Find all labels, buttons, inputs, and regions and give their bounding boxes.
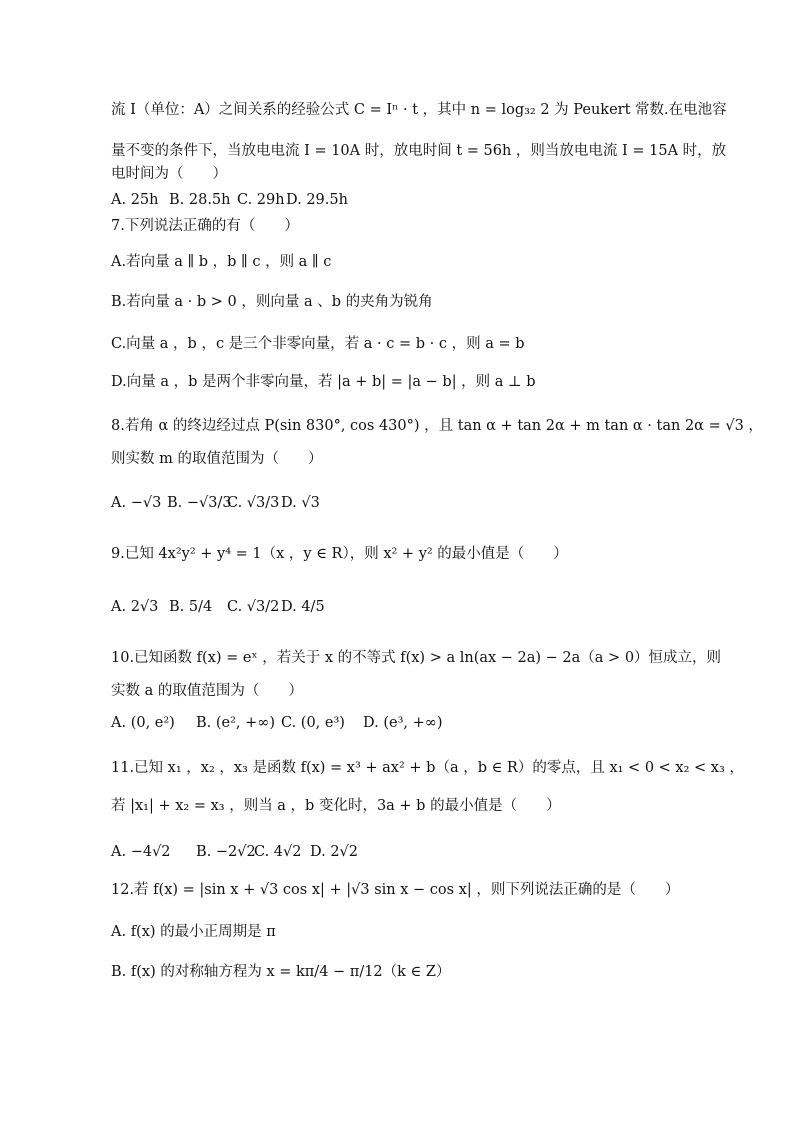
q7-option-d: D.向量 a ，b 是两个非零向量，若 |a + b| = |a − b| ，则 a ⊥ b: [111, 374, 536, 390]
q6-option-d: D. 29.5h: [286, 192, 348, 208]
q8-option-c: C. √3/3: [227, 495, 280, 511]
q6-line-2: 量不变的条件下，当放电电流 I = 10A 时，放电时间 t = 56h ，则当放电电流 I = 15A 时，放: [111, 143, 727, 159]
q6-option-b: B. 28.5h: [169, 192, 231, 208]
q6-option-a: A. 25h: [111, 192, 159, 208]
q9-option-a: A. 2√3: [111, 599, 159, 615]
q9-option-c: C. √3/2: [227, 599, 280, 615]
q7-option-c: C.向量 a ，b ，c 是三个非零向量，若 a · c = b · c ，则 a = b: [111, 336, 525, 352]
q11-option-d: D. 2√2: [310, 844, 359, 860]
q11-line-1: 11.已知 x₁ ，x₂ ，x₃ 是函数 f(x) = x³ + ax² + b（a ，b ∈ R）的零点，且 x₁ < 0 < x₂ < x₃ ，: [111, 760, 744, 776]
q11-option-a: A. −4√2: [111, 844, 171, 860]
q10-option-b: B. (e², +∞): [196, 715, 276, 731]
q12-stem: 12.若 f(x) = |sin x + √3 cos x| + |√3 sin x − cos x| ，则下列说法正确的是（ ）: [111, 882, 680, 898]
q7-option-b: B.若向量 a · b > 0 ，则向量 a 、b 的夹角为锐角: [111, 294, 433, 310]
q9-option-b: B. 5/4: [169, 599, 213, 615]
q8-option-d: D. √3: [281, 495, 320, 511]
q11-option-b: B. −2√2: [196, 844, 256, 860]
q10-option-c: C. (0, e³): [281, 715, 345, 731]
q6-option-c: C. 29h: [237, 192, 285, 208]
q11-line-2: 若 |x₁| + x₂ = x₃ ，则当 a ，b 变化时，3a + b 的最小值是（ ）: [111, 798, 561, 814]
q8-line-2: 则实数 m 的取值范围为（ ）: [111, 451, 323, 467]
q10-option-a: A. (0, e²): [111, 715, 175, 731]
q11-option-c: C. 4√2: [254, 844, 302, 860]
q12-option-a: A. f(x) 的最小正周期是 π: [111, 924, 276, 940]
q8-option-a: A. −√3: [111, 495, 162, 511]
q10-line-1: 10.已知函数 f(x) = eˣ ，若关于 x 的不等式 f(x) > a ln(ax − 2a) − 2a（a > 0）恒成立，则: [111, 650, 722, 666]
q9-option-d: D. 4/5: [281, 599, 325, 615]
q7-option-a: A.若向量 a ∥ b ，b ∥ c ，则 a ∥ c: [111, 254, 332, 270]
q12-option-b: B. f(x) 的对称轴方程为 x = kπ/4 − π/12（k ∈ Z）: [111, 964, 451, 980]
q10-line-2: 实数 a 的取值范围为（ ）: [111, 683, 303, 699]
q10-option-d: D. (e³, +∞): [363, 715, 443, 731]
q9-stem: 9.已知 4x²y² + y⁴ = 1（x ，y ∈ R），则 x² + y² 的最小值是（ ）: [111, 546, 568, 562]
q7-stem: 7.下列说法正确的有（ ）: [111, 218, 299, 234]
q8-line-1: 8.若角 α 的终边经过点 P(sin 830°, cos 430°) ，且 tan α + tan 2α + m tan α · tan 2α = √3 ，: [111, 418, 763, 434]
q6-line-1: 流 I（单位：A）之间关系的经验公式 C = Iⁿ · t ，其中 n = log₃₂ 2 为 Peukert 常数.在电池容: [111, 102, 727, 118]
q8-option-b: B. −√3/3: [167, 495, 232, 511]
q6-line-3: 电时间为（ ）: [111, 166, 227, 182]
